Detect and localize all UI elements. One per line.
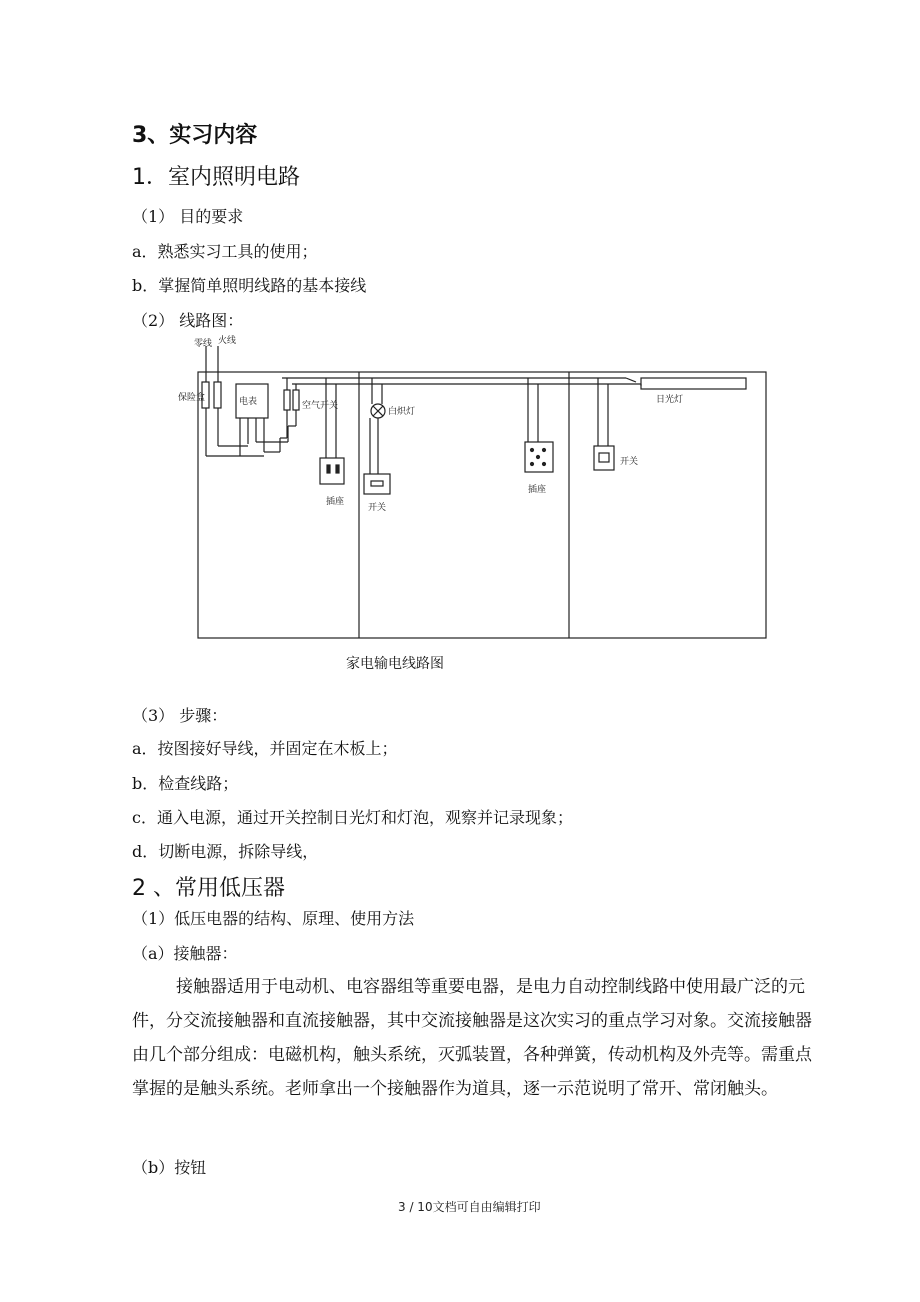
label-socket-1: 插座 — [326, 497, 345, 507]
label-switch-1: 开关 — [368, 503, 387, 513]
fuse-2 — [214, 382, 221, 408]
step-d: d．切断电源，拆除导线， — [132, 842, 319, 861]
step-a: a．按图接好导线，并固定在木板上； — [132, 739, 398, 758]
item-diagram: （2） 线路图： — [132, 311, 244, 330]
step-b: b．检查线路； — [132, 774, 239, 793]
label-breaker: 空气开关 — [302, 401, 339, 411]
section-title: 3、实习内容 — [132, 123, 258, 148]
label-lamp: 白炽灯 — [388, 407, 416, 417]
wiring-diagram — [176, 334, 776, 679]
label-socket-2: 插座 — [528, 485, 547, 495]
page-footer: 3 / 10文档可自由编辑打印 — [398, 1200, 541, 1214]
subsection-title-2: 2 、常用低压器 — [132, 876, 285, 901]
switch-2 — [594, 446, 614, 470]
label-live: 火线 — [218, 336, 237, 346]
switch-1 — [364, 474, 390, 494]
board-outline — [198, 372, 766, 638]
label-fuse: 保险盒 — [178, 393, 206, 403]
item-low-voltage: （1）低压电器的结构、原理、使用方法 — [132, 909, 415, 928]
item-purpose: （1） 目的要求 — [132, 207, 244, 226]
breaker-pole-2 — [293, 390, 299, 410]
step-c: c．通入电源，通过开关控制日光灯和灯泡，观察并记录现象； — [132, 808, 573, 827]
contactor-paragraph: 接触器适用于电动机、电容器组等重要电器，是电力自动控制线路中使用最广泛的元件，分交流接触器和直流接触器，其中交流接触器是这次实习的重点学习对象。交流接触器由几个部分组成：电磁机构，触头系统，灭弧装置，各种弹簧，传动机构及外壳等。需重点掌握的是触头系统。老师拿出一个接触器作为道具，逐一示范说明了常开、常闭触头。 — [132, 977, 812, 1099]
label-switch-2: 开关 — [620, 457, 639, 467]
line-b: b．掌握简单照明线路的基本接线 — [132, 276, 367, 295]
button-label: （b）按钮 — [132, 1158, 207, 1177]
label-fluorescent: 日光灯 — [656, 395, 684, 405]
breaker-pole-1 — [284, 390, 290, 410]
fluorescent-tube — [641, 378, 746, 389]
item-steps: （3） 步骤： — [132, 706, 228, 725]
subsection-title-1: 1．室内照明电路 — [132, 165, 300, 190]
socket-1 — [320, 458, 344, 484]
label-neutral: 零线 — [194, 339, 213, 349]
diagram-caption: 家电输电线路图 — [346, 656, 444, 672]
label-meter: 电表 — [239, 397, 258, 407]
contactor-label: （a）接触器： — [132, 944, 238, 963]
line-a: a．熟悉实习工具的使用； — [132, 242, 318, 261]
